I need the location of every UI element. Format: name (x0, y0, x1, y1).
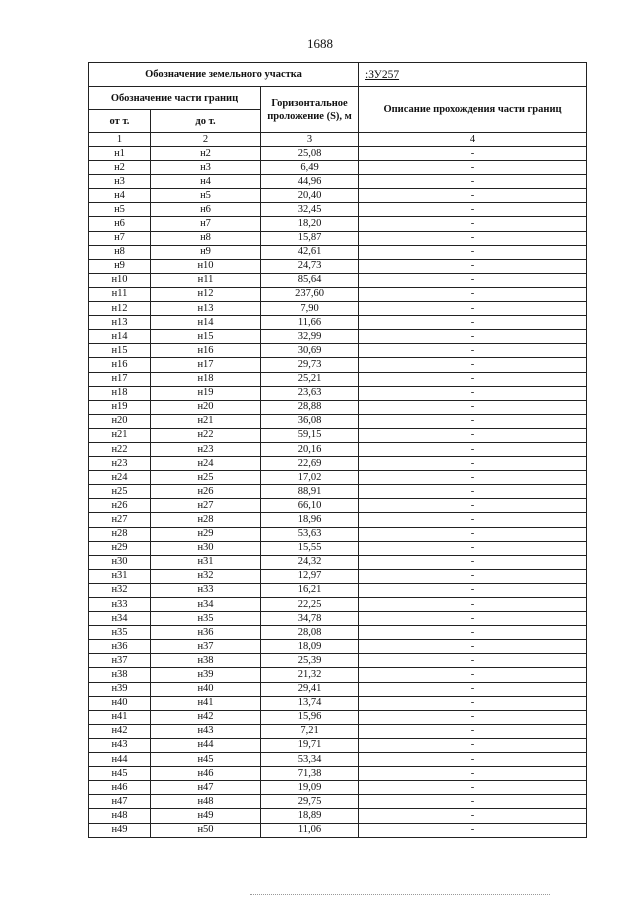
from-point: н28 (89, 527, 151, 541)
to-point: н2 (151, 147, 261, 161)
description-value: - (359, 541, 587, 555)
table-row (89, 527, 587, 541)
description-value: - (359, 485, 587, 499)
to-point: н6 (151, 203, 261, 217)
description-value: - (359, 457, 587, 471)
description-value: - (359, 738, 587, 752)
distance-value: 25,39 (261, 654, 359, 668)
description-value: - (359, 499, 587, 513)
to-point: н43 (151, 724, 261, 738)
to-point: н46 (151, 767, 261, 781)
table-row (89, 738, 587, 752)
boundary-table (88, 62, 587, 838)
to-point: н18 (151, 372, 261, 386)
from-point: н48 (89, 809, 151, 823)
to-point: н41 (151, 696, 261, 710)
to-point: н25 (151, 471, 261, 485)
distance-value: 28,08 (261, 626, 359, 640)
table-row (89, 231, 587, 245)
to-point: н44 (151, 738, 261, 752)
description-value: - (359, 245, 587, 259)
distance-value: 13,74 (261, 696, 359, 710)
description-value: - (359, 583, 587, 597)
distance-value: 19,71 (261, 738, 359, 752)
from-label: от т. (89, 110, 151, 133)
distance-value: 59,15 (261, 428, 359, 442)
table-row (89, 513, 587, 527)
to-point: н27 (151, 499, 261, 513)
table-row (89, 457, 587, 471)
to-point: н42 (151, 710, 261, 724)
to-point: н15 (151, 330, 261, 344)
to-point: н32 (151, 569, 261, 583)
description-value: - (359, 344, 587, 358)
distance-value: 18,96 (261, 513, 359, 527)
description-value: - (359, 809, 587, 823)
to-point: н20 (151, 400, 261, 414)
distance-value: 15,55 (261, 541, 359, 555)
distance-value: 88,91 (261, 485, 359, 499)
description-value: - (359, 527, 587, 541)
table-row (89, 302, 587, 316)
description-value: - (359, 259, 587, 273)
table-row (89, 640, 587, 654)
to-point: н16 (151, 344, 261, 358)
to-point: н21 (151, 414, 261, 428)
to-point: н33 (151, 583, 261, 597)
distance-value: 15,87 (261, 231, 359, 245)
to-point: н11 (151, 273, 261, 287)
table-row (89, 555, 587, 569)
distance-value: 21,32 (261, 668, 359, 682)
to-point: н23 (151, 442, 261, 456)
from-point: н32 (89, 583, 151, 597)
distance-label: Горизонтальное проложение (S), м (261, 87, 359, 133)
distance-value: 22,25 (261, 598, 359, 612)
from-point: н47 (89, 795, 151, 809)
to-point: н5 (151, 189, 261, 203)
table-row (89, 175, 587, 189)
parcel-header-row (89, 63, 587, 87)
table-row (89, 767, 587, 781)
from-point: н26 (89, 499, 151, 513)
from-point: н3 (89, 175, 151, 189)
to-point: н14 (151, 316, 261, 330)
from-point: н36 (89, 640, 151, 654)
distance-value: 29,73 (261, 358, 359, 372)
description-value: - (359, 795, 587, 809)
description-value: - (359, 273, 587, 287)
from-point: н22 (89, 442, 151, 456)
from-point: н11 (89, 287, 151, 301)
from-point: н9 (89, 259, 151, 273)
description-value: - (359, 175, 587, 189)
from-point: н30 (89, 555, 151, 569)
description-value: - (359, 414, 587, 428)
distance-value: 20,40 (261, 189, 359, 203)
from-point: н1 (89, 147, 151, 161)
distance-value: 16,21 (261, 583, 359, 597)
parcel-value: :ЗУ257 (359, 63, 587, 87)
description-value: - (359, 640, 587, 654)
table-row (89, 203, 587, 217)
column-header-row (89, 87, 587, 110)
distance-value: 53,63 (261, 527, 359, 541)
to-point: н13 (151, 302, 261, 316)
description-value: - (359, 710, 587, 724)
to-point: н29 (151, 527, 261, 541)
distance-value: 25,08 (261, 147, 359, 161)
from-point: н44 (89, 753, 151, 767)
boundary-label: Обозначение части границ (89, 87, 261, 110)
from-point: н17 (89, 372, 151, 386)
table-row (89, 344, 587, 358)
distance-value: 12,97 (261, 569, 359, 583)
to-point: н30 (151, 541, 261, 555)
table-row (89, 161, 587, 175)
description-value: - (359, 724, 587, 738)
from-point: н13 (89, 316, 151, 330)
description-value: - (359, 217, 587, 231)
description-value: - (359, 513, 587, 527)
distance-value: 25,21 (261, 372, 359, 386)
from-point: н7 (89, 231, 151, 245)
to-point: н45 (151, 753, 261, 767)
distance-value: 237,60 (261, 287, 359, 301)
to-point: н31 (151, 555, 261, 569)
from-point: н16 (89, 358, 151, 372)
distance-value: 53,34 (261, 753, 359, 767)
to-point: н35 (151, 612, 261, 626)
distance-value: 24,73 (261, 259, 359, 273)
col-number: 4 (359, 133, 587, 147)
distance-value: 22,69 (261, 457, 359, 471)
description-value: - (359, 569, 587, 583)
distance-value: 42,61 (261, 245, 359, 259)
distance-value: 15,96 (261, 710, 359, 724)
from-point: н39 (89, 682, 151, 696)
table-row (89, 499, 587, 513)
from-point: н37 (89, 654, 151, 668)
from-point: н34 (89, 612, 151, 626)
from-point: н10 (89, 273, 151, 287)
to-point: н8 (151, 231, 261, 245)
table-row (89, 598, 587, 612)
description-value: - (359, 654, 587, 668)
to-point: н24 (151, 457, 261, 471)
distance-value: 29,41 (261, 682, 359, 696)
to-point: н37 (151, 640, 261, 654)
distance-value: 7,90 (261, 302, 359, 316)
from-point: н20 (89, 414, 151, 428)
to-point: н28 (151, 513, 261, 527)
distance-value: 11,06 (261, 823, 359, 837)
from-point: н5 (89, 203, 151, 217)
to-point: н39 (151, 668, 261, 682)
footer-divider (250, 894, 550, 895)
table-row (89, 316, 587, 330)
distance-value: 36,08 (261, 414, 359, 428)
from-point: н41 (89, 710, 151, 724)
from-point: н14 (89, 330, 151, 344)
page-number: 1688 (307, 36, 333, 51)
description-value: - (359, 400, 587, 414)
description-value: - (359, 442, 587, 456)
to-point: н38 (151, 654, 261, 668)
from-point: н6 (89, 217, 151, 231)
from-point: н24 (89, 471, 151, 485)
to-point: н10 (151, 259, 261, 273)
to-point: н3 (151, 161, 261, 175)
table-row (89, 287, 587, 301)
description-value: - (359, 302, 587, 316)
to-point: н49 (151, 809, 261, 823)
from-point: н8 (89, 245, 151, 259)
to-point: н36 (151, 626, 261, 640)
distance-value: 29,75 (261, 795, 359, 809)
description-value: - (359, 203, 587, 217)
distance-value: 18,89 (261, 809, 359, 823)
table-row (89, 781, 587, 795)
distance-value: 6,49 (261, 161, 359, 175)
distance-value: 20,16 (261, 442, 359, 456)
table-row (89, 696, 587, 710)
description-value: - (359, 147, 587, 161)
to-point: н4 (151, 175, 261, 189)
distance-value: 23,63 (261, 386, 359, 400)
description-value: - (359, 612, 587, 626)
table-row (89, 795, 587, 809)
to-point: н7 (151, 217, 261, 231)
table-row (89, 710, 587, 724)
from-point: н12 (89, 302, 151, 316)
to-point: н34 (151, 598, 261, 612)
to-point: н22 (151, 428, 261, 442)
from-point: н2 (89, 161, 151, 175)
table-row (89, 386, 587, 400)
description-value: - (359, 428, 587, 442)
from-point: н35 (89, 626, 151, 640)
from-point: н38 (89, 668, 151, 682)
to-point: н40 (151, 682, 261, 696)
description-value: - (359, 753, 587, 767)
description-value: - (359, 823, 587, 837)
to-point: н50 (151, 823, 261, 837)
description-value: - (359, 161, 587, 175)
from-point: н33 (89, 598, 151, 612)
table-row (89, 809, 587, 823)
to-point: н17 (151, 358, 261, 372)
distance-value: 34,78 (261, 612, 359, 626)
distance-value: 71,38 (261, 767, 359, 781)
column-number-row (89, 133, 587, 147)
table-row (89, 583, 587, 597)
description-value: - (359, 598, 587, 612)
from-point: н21 (89, 428, 151, 442)
from-point: н49 (89, 823, 151, 837)
table-row (89, 682, 587, 696)
from-point: н40 (89, 696, 151, 710)
table-row (89, 471, 587, 485)
table-row (89, 273, 587, 287)
table-row (89, 330, 587, 344)
from-point: н29 (89, 541, 151, 555)
description-value: - (359, 189, 587, 203)
distance-value: 11,66 (261, 316, 359, 330)
table-row (89, 626, 587, 640)
description-value: - (359, 231, 587, 245)
description-value: - (359, 696, 587, 710)
table-row (89, 189, 587, 203)
table-row (89, 668, 587, 682)
description-label: Описание прохождения части границ (359, 87, 587, 133)
table-row (89, 654, 587, 668)
from-point: н27 (89, 513, 151, 527)
from-point: н18 (89, 386, 151, 400)
from-point: н46 (89, 781, 151, 795)
table-row (89, 358, 587, 372)
table-row (89, 428, 587, 442)
from-point: н31 (89, 569, 151, 583)
from-point: н4 (89, 189, 151, 203)
description-value: - (359, 358, 587, 372)
from-point: н42 (89, 724, 151, 738)
distance-value: 28,88 (261, 400, 359, 414)
parcel-label: Обозначение земельного участка (89, 63, 359, 87)
distance-value: 24,32 (261, 555, 359, 569)
to-point: н12 (151, 287, 261, 301)
distance-value: 18,09 (261, 640, 359, 654)
table-row (89, 217, 587, 231)
to-point: н47 (151, 781, 261, 795)
distance-value: 44,96 (261, 175, 359, 189)
description-value: - (359, 767, 587, 781)
description-value: - (359, 330, 587, 344)
description-value: - (359, 626, 587, 640)
description-value: - (359, 316, 587, 330)
distance-value: 7,21 (261, 724, 359, 738)
table-row (89, 400, 587, 414)
distance-value: 85,64 (261, 273, 359, 287)
table-row (89, 485, 587, 499)
from-point: н23 (89, 457, 151, 471)
description-value: - (359, 471, 587, 485)
to-point: н26 (151, 485, 261, 499)
from-point: н43 (89, 738, 151, 752)
distance-value: 32,99 (261, 330, 359, 344)
description-value: - (359, 668, 587, 682)
from-point: н19 (89, 400, 151, 414)
to-point: н19 (151, 386, 261, 400)
from-point: н15 (89, 344, 151, 358)
col-number: 3 (261, 133, 359, 147)
distance-value: 18,20 (261, 217, 359, 231)
description-value: - (359, 386, 587, 400)
table-row (89, 372, 587, 386)
table-row (89, 724, 587, 738)
distance-value: 19,09 (261, 781, 359, 795)
table-row (89, 442, 587, 456)
table-row (89, 414, 587, 428)
description-value: - (359, 287, 587, 301)
distance-value: 17,02 (261, 471, 359, 485)
to-point: н48 (151, 795, 261, 809)
description-value: - (359, 781, 587, 795)
table-row (89, 147, 587, 161)
table-row (89, 612, 587, 626)
table-row (89, 245, 587, 259)
to-point: н9 (151, 245, 261, 259)
table-row (89, 823, 587, 837)
table-row (89, 569, 587, 583)
table-row (89, 259, 587, 273)
description-value: - (359, 372, 587, 386)
table-row (89, 541, 587, 555)
distance-value: 30,69 (261, 344, 359, 358)
description-value: - (359, 682, 587, 696)
to-label: до т. (151, 110, 261, 133)
table-row (89, 753, 587, 767)
distance-value: 66,10 (261, 499, 359, 513)
distance-value: 32,45 (261, 203, 359, 217)
from-point: н25 (89, 485, 151, 499)
description-value: - (359, 555, 587, 569)
col-number: 2 (151, 133, 261, 147)
from-point: н45 (89, 767, 151, 781)
col-number: 1 (89, 133, 151, 147)
